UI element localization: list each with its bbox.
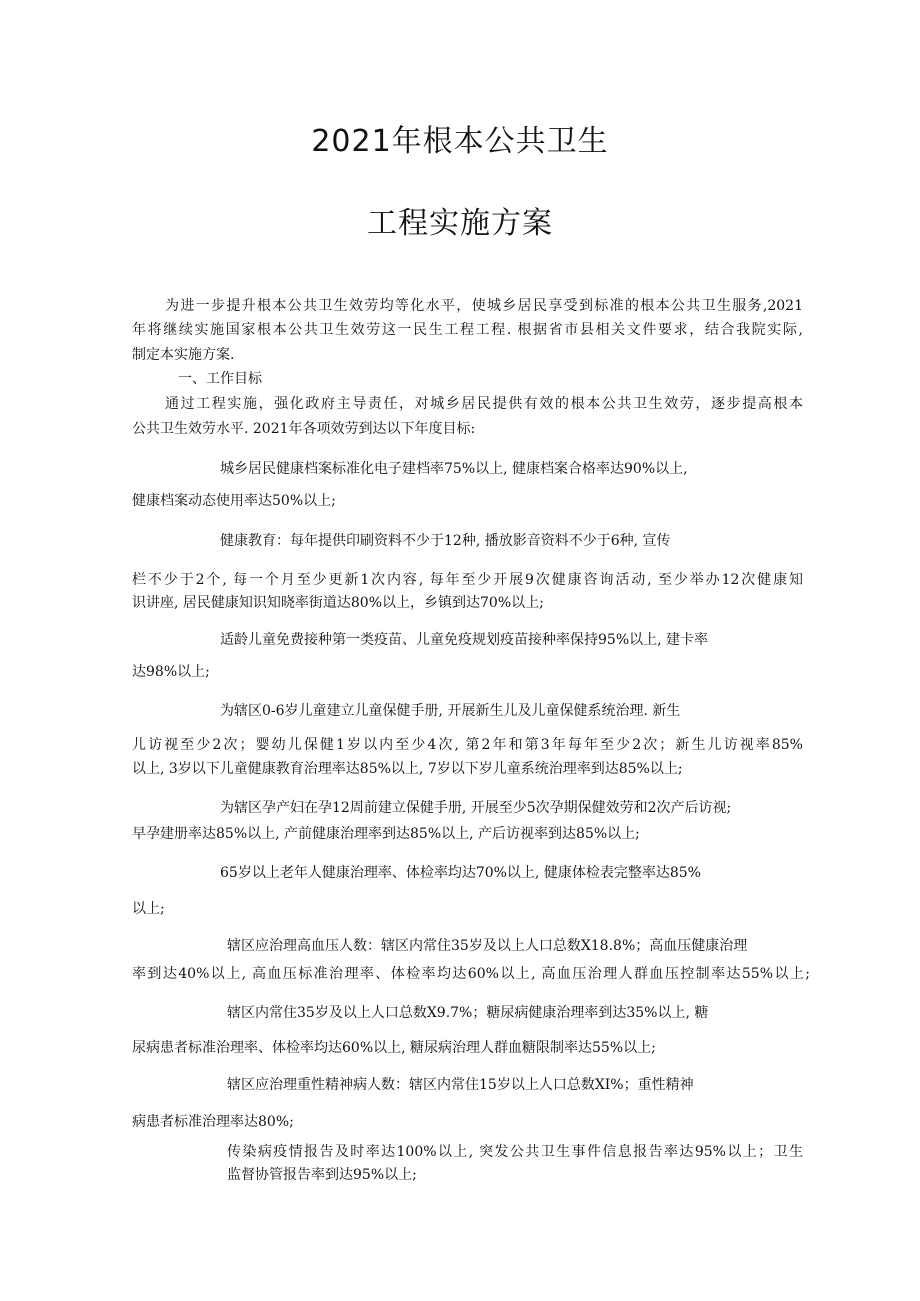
- goal-intro-line: 通过工程实施，强化政府主导责任，对城乡居民提供有效的根本公共卫生效劳，逐步提高根本: [165, 396, 803, 412]
- goal-item-line: 早孕建册率达85%以上, 产前健康治理率到达85%以上, 产后访视率到达85%以上;: [132, 826, 640, 842]
- goal-item-line: 辖区内常住35岁及以上人口总数X9.7%；糖尿病健康治理率到达35%以上, 糖: [227, 1005, 709, 1021]
- goal-item-line: 城乡居民健康档案标准化电子建档率75%以上, 健康档案合格率达90%以上,: [220, 461, 688, 477]
- goal-item-line: 病患者标准治理率达80%;: [132, 1114, 294, 1130]
- goal-item-line: 辖区应治理高血压人数：辖区内常住35岁及以上人口总数X18.8%；高血压健康治理: [227, 938, 748, 954]
- goal-item-line: 为辖区孕产妇在孕12周前建立保健手册, 开展至少5次孕期保健效劳和2次产后访视;: [220, 800, 732, 816]
- section-heading: 一、工作目标: [178, 371, 262, 387]
- goal-item-line: 监督协管报告率到达95%以上;: [227, 1167, 417, 1183]
- document-title-line-2: 工程实施方案: [367, 206, 553, 241]
- document-title-line-1: 2021年根本公共卫生: [311, 124, 609, 159]
- goal-item-line: 栏不少于2个, 每一个月至少更新1次内容, 每年至少开展9次健康咨询活动, 至少举办12次健康知: [132, 572, 803, 588]
- goal-item-line: 达98%以上;: [132, 664, 210, 680]
- goal-item-line: 健康教育：每年提供印刷资料不少于12种, 播放影音资料不少于6种, 宣传: [220, 533, 671, 549]
- intro-line: 制定本实施方案.: [132, 347, 235, 363]
- goal-item-line: 率到达40%以上, 高血压标准治理率、体检率均达60%以上, 高血压治理人群血压控制率达55%以上;: [132, 966, 810, 982]
- goal-item-line: 健康档案动态使用率达50%以上;: [132, 493, 336, 509]
- goal-item-line: 儿访视至少2次；婴幼儿保健1岁以内至少4次, 第2年和第3年每年至少2次；新生儿访视率85%: [132, 737, 803, 753]
- intro-line: 为进一步提升根本公共卫生效劳均等化水平，使城乡居民享受到标准的根本公共卫生服务,2021: [165, 298, 803, 314]
- goal-item-line: 辖区应治理重性精神病人数：辖区内常住15岁以上人口总数XI%；重性精神: [227, 1077, 694, 1093]
- goal-item-line: 65岁以上老年人健康治理率、体检率均达70%以上, 健康体检表完整率达85%: [220, 865, 701, 881]
- intro-line: 年将继续实施国家根本公共卫生效劳这一民生工程工程. 根据省市县相关文件要求，结合我院实际,: [132, 322, 803, 338]
- goal-item-line: 适龄儿童免费接种第一类疫苗、儿童免疫规划疫苗接种率保持95%以上, 建卡率: [220, 632, 709, 648]
- goal-item-line: 尿病患者标准治理率、体检率均达60%以上, 糖尿病治理人群血糖限制率达55%以上;: [132, 1040, 656, 1056]
- goal-item-line: 为辖区0-6岁儿童建立儿童保健手册, 开展新生儿及儿童保健系统治理. 新生: [220, 703, 681, 719]
- goal-item-line: 传染病疫情报告及时率达100%以上, 突发公共卫生事件信息报告率达95%以上；卫生: [227, 1144, 803, 1160]
- goal-item-line: 以上, 3岁以下儿童健康教育治理率达85%以上, 7岁以下岁儿童系统治理率到达85%以上;: [132, 761, 683, 777]
- goal-item-line: 识讲座, 居民健康知识知晓率街道达80%以上，乡镇到达70%以上;: [132, 595, 544, 611]
- goal-item-line: 以上;: [132, 901, 165, 917]
- goal-intro-line: 公共卫生效劳水平. 2021年各项效劳到达以下年度目标:: [132, 421, 476, 437]
